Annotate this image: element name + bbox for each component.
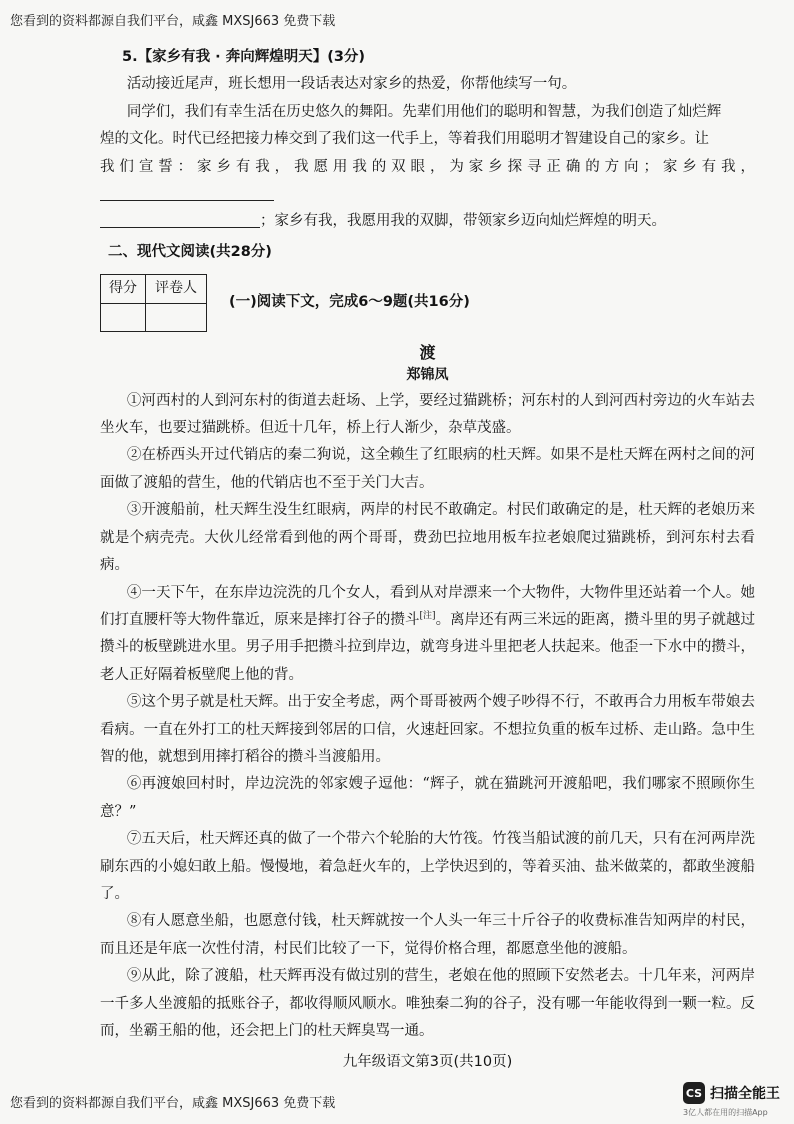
question-5-line4-text: ；家乡有我，我愿用我的双脚，带领家乡迈向灿烂辉煌的明天。 [260,213,666,230]
answer-blank-1[interactable] [100,184,274,201]
watermark-top: 您看到的资料都源自我们平台，咸鑫 MXSJ663 免费下载 [10,14,336,29]
score-cell[interactable] [101,303,146,331]
article-author: 郑锦凤 [406,366,449,383]
article-paragraph-1: ①河西村的人到河东村的街道去赶场、上学，要经过猫跳桥；河东村的人到河西村旁边的火车站去坐火车，也要过猫跳桥。但近十几年，桥上行人渐少，杂草茂盛。 [100,392,755,437]
question-5-text-line1: 同学们，我们有幸生活在历史悠久的舞阳。先辈们用他们的聪明和智慧，为我们创造了灿烂辉 [126,103,722,120]
question-5-text-line3 [100,154,755,209]
question-5-text-line2: 煌的文化。时代已经把接力棒交到了我们这一代手上，等着我们用聪明才智建设自己的家乡。让 [100,131,709,148]
score-label: 得分 [101,275,146,303]
article-paragraph-7: ⑦五天后，杜天辉还真的做了一个带六个轮胎的大竹筏。竹筏当船试渡的前几天，只有在河两岸洗刷东西的小媳妇敢上船。慢慢地，着急赶火车的，上学快迟到的，等着买油、盐米做菜的，都敢坐渡船了。 [100,831,755,902]
article-paragraph-9: ⑨从此，除了渡船，杜天辉再没有做过别的营生，老娘在他的照顾下安然老去。十几年来，河两岸一千多人坐渡船的抵账谷子，都收得顺风顺水。唯独秦二狗的谷子，没有哪一年能收得到一颗一粒。反而，坐霸王船的他，还会把上门的杜天辉臭骂一通。 [100,968,755,1039]
grader-cell[interactable] [146,303,207,331]
grader-label: 评卷人 [146,275,207,303]
score-header-row [100,274,755,331]
scanner-name: 扫描全能王 [710,1086,780,1102]
question-5-line3-text: 我们宣誓：家乡有我，我愿用我的双眼，为家乡探寻正确的方向；家乡有我， [100,158,755,175]
article-paragraph-8: ⑧有人愿意坐船，也愿意付钱，杜天辉就按一个人头一年三十斤谷子的收费标准告知两岸的村民，而且还是年底一次性付清，村民们比较了一下，觉得价格合理，都愿意坐他的渡船。 [100,913,755,957]
article-paragraph-4-part2: 。离岸还有两三米远的距离，攒斗里的男子就越过攒斗的板壁跳进水里。男子用手把攒斗拉到岸边，就弯身进斗里把老人扶起来。他歪一下水中的攒斗，老人正好隔着板壁爬上他的背。 [100,611,756,683]
article-paragraph-5: ⑤这个男子就是杜天辉。出于安全考虑，两个哥哥被两个嫂子吵得不行，不敢再合力用板车带娘去看病。一直在外打工的杜天辉接到邻居的口信，火速赶回家。不想拉负重的板车过桥、走山路。急中生智的他，就想到用摔打稻谷的攒斗当渡船用。 [100,694,755,765]
article-paragraph-3: ③开渡船前，杜天辉生没生红眼病，两岸的村民不敢确定。村民们敢确定的是，杜天辉的老娘历来就是个病壳壳。大伙儿经常看到他的两个哥哥，费劲巴拉地用板车拉老娘爬过猫跳桥，到河东村去看病。 [100,502,755,574]
exam-page [100,44,755,1077]
page-footer: 九年级语文第3页(共10页) [342,1054,513,1071]
footnote-mark: [注] [419,610,436,621]
article-paragraph-4-part1: ④一天下午，在东岸边浣洗的几个女人，看到从对岸漂来一个大物件，大物件里还站着一个人。她们打直腰杆等大物件靠近，原来是摔打谷子的攒斗 [100,584,755,628]
watermark-bottom: 您看到的资料都源自我们平台，咸鑫 MXSJ663 免费下载 [10,1096,336,1111]
article-title: 渡 [419,342,436,362]
answer-blank-2[interactable] [100,211,260,228]
article-paragraph-6: ⑥再渡娘回村时，岸边浣洗的邻家嫂子逗他：“辉子，就在猫跳河开渡船吧，我们哪家不照顾你生意？” [100,776,755,820]
scanner-logo [683,1082,780,1104]
part-1-heading: (一)阅读下文，完成6～9题(共16分) [229,294,470,311]
question-5-heading: 5.【家乡有我 · 奔向辉煌明天】(3分) [122,49,366,65]
scanner-tagline: 3亿人都在用的扫描App [683,1108,768,1117]
article-paragraph-2: ②在桥西头开过代销店的秦二狗说，这全赖生了红眼病的杜天辉。如果不是杜天辉在两村之间的河面做了渡船的营生，他的代销店也不至于关门大吉。 [100,447,755,491]
camscanner-icon: CS [683,1082,705,1104]
article-paragraph-4 [100,580,755,690]
question-5-instruction: 活动接近尾声，班长想用一段话表达对家乡的热爱，你帮他续写一句。 [126,76,577,93]
section-2-heading: 二、现代文阅读(共28分) [108,243,272,260]
score-table [100,274,207,331]
question-5-text-line4 [100,208,755,235]
